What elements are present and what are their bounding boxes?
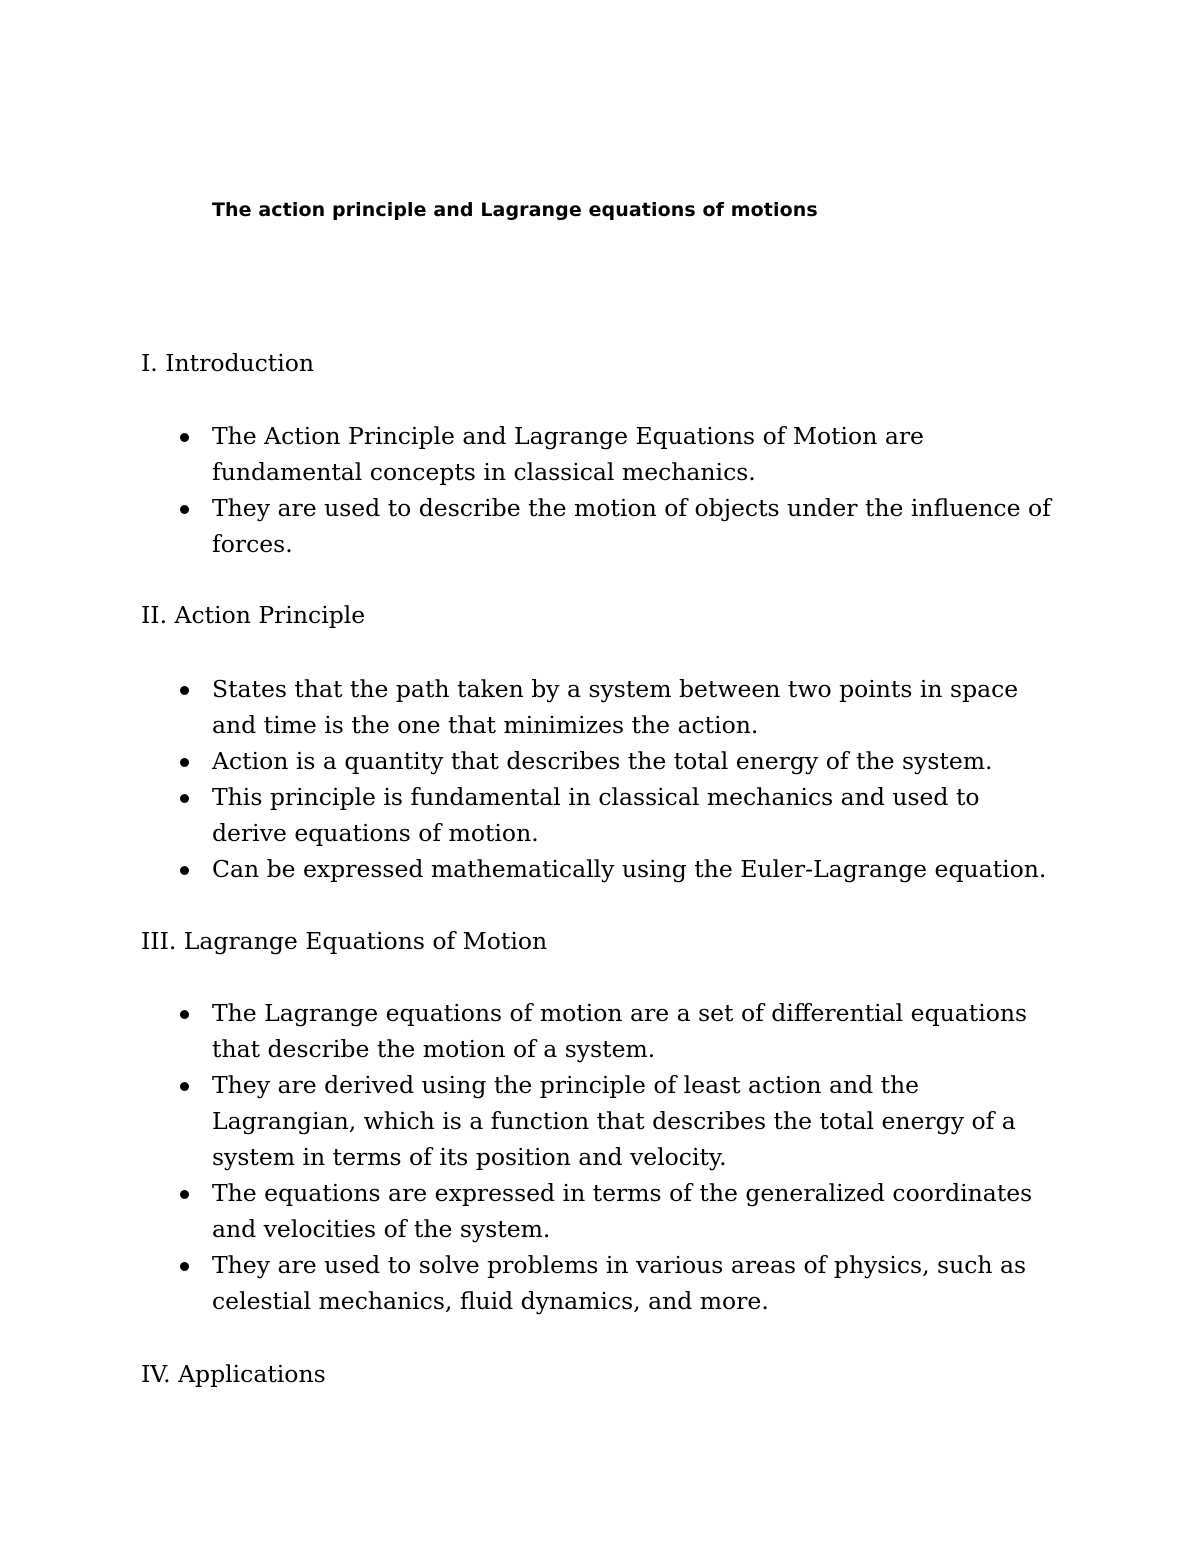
list-item-line: The Lagrange equations of motion are a set of differential equations — [212, 999, 1028, 1027]
section-heading-introduction: I. Introduction — [141, 349, 315, 377]
list-item-line: system in terms of its position and velocity. — [212, 1143, 727, 1171]
list-item-line: and velocities of the system. — [212, 1215, 551, 1243]
bullet-icon — [180, 1082, 189, 1091]
list-item-line: This principle is fundamental in classical mechanics and used to — [212, 783, 980, 811]
bullet-icon — [180, 758, 189, 767]
list-item-line: celestial mechanics, fluid dynamics, and more. — [212, 1287, 769, 1315]
bullet-icon — [180, 433, 189, 442]
list-item-line: and time is the one that minimizes the action. — [212, 711, 759, 739]
list-item-line: Action is a quantity that describes the total energy of the system. — [212, 747, 993, 775]
bullet-icon — [180, 1010, 189, 1019]
section-heading-action-principle: II. Action Principle — [141, 601, 366, 629]
list-item-line: The equations are expressed in terms of the generalized coordinates — [212, 1179, 1033, 1207]
bullet-icon — [180, 866, 189, 875]
list-item-line: derive equations of motion. — [212, 819, 539, 847]
bullet-icon — [180, 794, 189, 803]
section-heading-lagrange-equations: III. Lagrange Equations of Motion — [141, 927, 548, 955]
bullet-icon — [180, 686, 189, 695]
list-item-line: forces. — [212, 530, 293, 558]
list-item-line: They are used to solve problems in various areas of physics, such as — [212, 1251, 1027, 1279]
list-item-line: They are derived using the principle of least action and the — [212, 1071, 920, 1099]
list-item-line: Can be expressed mathematically using the Euler-Lagrange equation. — [212, 855, 1047, 883]
list-item-line: fundamental concepts in classical mechanics. — [212, 458, 756, 486]
list-item-line: that describe the motion of a system. — [212, 1035, 656, 1063]
list-item-line: Lagrangian, which is a function that describes the total energy of a — [212, 1107, 1016, 1135]
list-item-line: They are used to describe the motion of objects under the influence of — [212, 494, 1051, 522]
document-title: The action principle and Lagrange equations of motions — [212, 199, 818, 221]
bullet-icon — [180, 505, 189, 514]
list-item-line: The Action Principle and Lagrange Equations of Motion are — [212, 422, 924, 450]
list-item-line: States that the path taken by a system between two points in space — [212, 675, 1019, 703]
bullet-icon — [180, 1190, 189, 1199]
bullet-icon — [180, 1262, 189, 1271]
section-heading-applications: IV. Applications — [141, 1360, 326, 1388]
